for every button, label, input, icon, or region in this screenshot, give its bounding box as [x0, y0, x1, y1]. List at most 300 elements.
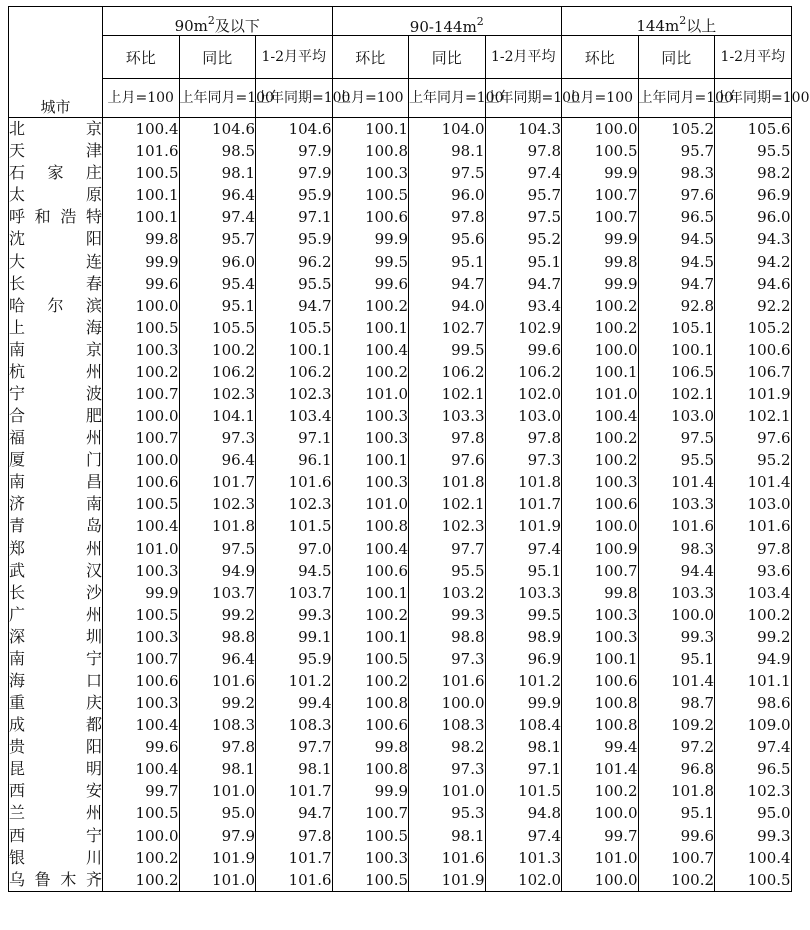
- value-cell: 101.9: [485, 515, 562, 537]
- value-cell: 95.0: [715, 802, 792, 824]
- value-cell: 100.3: [103, 560, 180, 582]
- city-name: 郑州: [9, 538, 102, 558]
- value-cell: 97.4: [485, 162, 562, 184]
- value-cell: 97.8: [485, 140, 562, 162]
- value-cell: 100.0: [103, 405, 180, 427]
- value-cell: 100.1: [332, 582, 409, 604]
- value-cell: 96.2: [256, 250, 333, 272]
- value-cell: 100.3: [103, 692, 180, 714]
- value-cell: 100.3: [332, 162, 409, 184]
- value-cell: 95.2: [485, 228, 562, 250]
- table-row: [9, 184, 792, 206]
- value-cell: 100.5: [103, 162, 180, 184]
- table-row: [9, 847, 792, 869]
- value-cell: 96.4: [179, 449, 256, 471]
- table-row: [9, 405, 792, 427]
- city-cell: [9, 140, 103, 162]
- value-cell: 102.1: [409, 493, 486, 515]
- base-header: 上月=100: [332, 79, 409, 118]
- value-cell: 100.7: [103, 383, 180, 405]
- value-cell: 100.2: [638, 869, 715, 892]
- value-cell: 95.5: [638, 449, 715, 471]
- value-cell: 100.1: [332, 449, 409, 471]
- value-cell: 105.5: [179, 317, 256, 339]
- value-cell: 95.5: [409, 560, 486, 582]
- value-cell: 100.2: [332, 604, 409, 626]
- table-row: [9, 537, 792, 559]
- value-cell: 101.6: [179, 670, 256, 692]
- value-cell: 95.9: [256, 228, 333, 250]
- value-cell: 94.7: [485, 273, 562, 295]
- value-cell: 106.2: [256, 361, 333, 383]
- city-cell: [9, 736, 103, 758]
- value-cell: 100.6: [562, 493, 639, 515]
- value-cell: 94.9: [179, 560, 256, 582]
- value-cell: 96.9: [715, 184, 792, 206]
- city-cell: [9, 537, 103, 559]
- value-cell: 100.3: [332, 847, 409, 869]
- value-cell: 95.5: [715, 140, 792, 162]
- city-name: 深圳: [9, 626, 102, 646]
- value-cell: 102.3: [179, 383, 256, 405]
- value-cell: 102.0: [485, 869, 562, 892]
- value-cell: 100.7: [103, 427, 180, 449]
- value-cell: 100.6: [103, 471, 180, 493]
- table-row: [9, 648, 792, 670]
- value-cell: 101.7: [256, 847, 333, 869]
- value-cell: 97.7: [256, 736, 333, 758]
- value-cell: 94.7: [256, 295, 333, 317]
- value-cell: 98.3: [638, 162, 715, 184]
- value-cell: 99.9: [562, 162, 639, 184]
- value-cell: 100.3: [332, 427, 409, 449]
- value-cell: 103.2: [409, 582, 486, 604]
- value-cell: 96.5: [715, 758, 792, 780]
- group-header-90-144: $90-144m^2$: [332, 7, 562, 36]
- value-cell: 100.2: [332, 295, 409, 317]
- value-cell: 100.6: [332, 206, 409, 228]
- value-cell: 95.1: [638, 648, 715, 670]
- value-cell: 100.5: [715, 869, 792, 892]
- value-cell: 99.6: [332, 273, 409, 295]
- value-cell: 94.4: [638, 560, 715, 582]
- value-cell: 100.8: [562, 714, 639, 736]
- city-cell: [9, 515, 103, 537]
- value-cell: 101.8: [638, 780, 715, 802]
- table-row: [9, 383, 792, 405]
- value-cell: 96.5: [638, 206, 715, 228]
- city-cell: [9, 758, 103, 780]
- table-row: [9, 736, 792, 758]
- city-name: 南京: [9, 339, 102, 359]
- value-cell: 100.1: [103, 184, 180, 206]
- city-name: 贵阳: [9, 737, 102, 757]
- value-cell: 100.1: [562, 361, 639, 383]
- value-cell: 98.1: [179, 758, 256, 780]
- value-cell: 105.2: [638, 118, 715, 141]
- value-cell: 97.3: [179, 427, 256, 449]
- value-cell: 100.5: [332, 184, 409, 206]
- value-cell: 100.3: [103, 626, 180, 648]
- value-cell: 95.4: [179, 273, 256, 295]
- city-name: 成都: [9, 715, 102, 735]
- value-cell: 96.4: [179, 184, 256, 206]
- table-row: [9, 140, 792, 162]
- value-cell: 106.5: [638, 361, 715, 383]
- value-cell: 100.5: [103, 802, 180, 824]
- base-header: 上年同月=100: [638, 79, 715, 118]
- value-cell: 103.3: [409, 405, 486, 427]
- value-cell: 100.8: [332, 692, 409, 714]
- value-cell: 102.1: [409, 383, 486, 405]
- value-cell: 100.8: [332, 140, 409, 162]
- value-cell: 100.2: [562, 295, 639, 317]
- value-cell: 101.6: [409, 847, 486, 869]
- city-name: 宁波: [9, 383, 102, 403]
- value-cell: 104.3: [485, 118, 562, 141]
- metric-header: 1-2月平均: [715, 36, 792, 79]
- base-header: 上年同期=100: [485, 79, 562, 118]
- value-cell: 95.1: [485, 250, 562, 272]
- value-cell: 100.7: [332, 802, 409, 824]
- value-cell: 101.4: [562, 758, 639, 780]
- city-name: 合肥: [9, 406, 102, 426]
- value-cell: 100.7: [638, 847, 715, 869]
- value-cell: 100.5: [103, 493, 180, 515]
- city-cell: [9, 825, 103, 847]
- value-cell: 101.6: [256, 869, 333, 892]
- city-name: 石家庄: [9, 163, 102, 183]
- city-name: 重庆: [9, 693, 102, 713]
- city-name: 呼和浩特: [9, 207, 102, 227]
- value-cell: 101.4: [638, 471, 715, 493]
- city-name: 兰州: [9, 803, 102, 823]
- table-row: [9, 250, 792, 272]
- value-cell: 99.8: [332, 736, 409, 758]
- city-cell: [9, 560, 103, 582]
- value-cell: 102.3: [409, 515, 486, 537]
- value-cell: 106.2: [485, 361, 562, 383]
- value-cell: 100.2: [103, 869, 180, 892]
- value-cell: 100.5: [332, 869, 409, 892]
- value-cell: 97.5: [638, 427, 715, 449]
- value-cell: 100.3: [562, 604, 639, 626]
- city-cell: [9, 604, 103, 626]
- table-row: [9, 339, 792, 361]
- city-name: 沈阳: [9, 229, 102, 249]
- value-cell: 94.5: [256, 560, 333, 582]
- value-cell: 103.0: [485, 405, 562, 427]
- table-row: [9, 692, 792, 714]
- city-name: 南昌: [9, 472, 102, 492]
- value-cell: 108.4: [485, 714, 562, 736]
- city-cell: [9, 869, 103, 892]
- value-cell: 100.3: [332, 471, 409, 493]
- table-row: [9, 317, 792, 339]
- value-cell: 94.8: [485, 802, 562, 824]
- value-cell: 94.3: [715, 228, 792, 250]
- value-cell: 100.0: [562, 118, 639, 141]
- value-cell: 100.5: [103, 604, 180, 626]
- value-cell: 104.6: [179, 118, 256, 141]
- value-cell: 99.6: [638, 825, 715, 847]
- value-cell: 104.6: [256, 118, 333, 141]
- value-cell: 94.7: [256, 802, 333, 824]
- value-cell: 108.3: [179, 714, 256, 736]
- city-name: 南宁: [9, 648, 102, 668]
- value-cell: 97.4: [179, 206, 256, 228]
- value-cell: 94.5: [638, 228, 715, 250]
- value-cell: 104.1: [179, 405, 256, 427]
- value-cell: 101.9: [179, 847, 256, 869]
- value-cell: 101.5: [256, 515, 333, 537]
- table-row: [9, 228, 792, 250]
- value-cell: 100.2: [103, 847, 180, 869]
- value-cell: 95.6: [409, 228, 486, 250]
- city-cell: [9, 295, 103, 317]
- value-cell: 95.9: [256, 184, 333, 206]
- value-cell: 97.8: [409, 206, 486, 228]
- city-cell: [9, 471, 103, 493]
- value-cell: 100.2: [562, 427, 639, 449]
- value-cell: 102.3: [715, 780, 792, 802]
- city-name: 哈尔滨: [9, 295, 102, 315]
- table-row: [9, 273, 792, 295]
- value-cell: 97.1: [256, 427, 333, 449]
- value-cell: 99.4: [256, 692, 333, 714]
- value-cell: 98.6: [715, 692, 792, 714]
- base-header: 上年同月=100: [409, 79, 486, 118]
- value-cell: 99.8: [562, 250, 639, 272]
- metric-header: 环比: [562, 36, 639, 79]
- city-cell: [9, 648, 103, 670]
- value-cell: 99.6: [103, 273, 180, 295]
- table-row: [9, 560, 792, 582]
- table-row: [9, 471, 792, 493]
- city-name: 乌鲁木齐: [9, 869, 102, 889]
- value-cell: 103.7: [256, 582, 333, 604]
- value-cell: 100.0: [638, 604, 715, 626]
- table-row: [9, 780, 792, 802]
- city-cell: [9, 405, 103, 427]
- value-cell: 100.9: [562, 537, 639, 559]
- city-name: 大连: [9, 251, 102, 271]
- value-cell: 101.0: [103, 537, 180, 559]
- value-cell: 94.2: [715, 250, 792, 272]
- table-row: [9, 869, 792, 892]
- value-cell: 98.1: [485, 736, 562, 758]
- city-name: 厦门: [9, 450, 102, 470]
- value-cell: 97.0: [256, 537, 333, 559]
- value-cell: 95.7: [638, 140, 715, 162]
- value-cell: 99.9: [562, 273, 639, 295]
- value-cell: 96.8: [638, 758, 715, 780]
- value-cell: 98.2: [715, 162, 792, 184]
- city-name: 上海: [9, 317, 102, 337]
- value-cell: 99.9: [103, 582, 180, 604]
- value-cell: 101.0: [562, 847, 639, 869]
- value-cell: 99.5: [485, 604, 562, 626]
- value-cell: 103.7: [179, 582, 256, 604]
- value-cell: 95.1: [179, 295, 256, 317]
- value-cell: 95.9: [256, 648, 333, 670]
- value-cell: 102.3: [179, 493, 256, 515]
- value-cell: 97.7: [409, 537, 486, 559]
- value-cell: 95.1: [485, 560, 562, 582]
- table-row: [9, 604, 792, 626]
- city-name: 昆明: [9, 759, 102, 779]
- value-cell: 101.3: [485, 847, 562, 869]
- table-row: [9, 449, 792, 471]
- value-cell: 98.5: [179, 140, 256, 162]
- group-header-under-90: $90m^2$及以下: [103, 7, 333, 36]
- value-cell: 105.6: [715, 118, 792, 141]
- value-cell: 100.1: [562, 648, 639, 670]
- value-cell: 109.2: [638, 714, 715, 736]
- value-cell: 99.6: [485, 339, 562, 361]
- value-cell: 94.5: [638, 250, 715, 272]
- city-cell: [9, 626, 103, 648]
- value-cell: 97.9: [179, 825, 256, 847]
- value-cell: 101.6: [715, 515, 792, 537]
- value-cell: 108.3: [409, 714, 486, 736]
- city-cell: [9, 449, 103, 471]
- value-cell: 101.8: [179, 515, 256, 537]
- value-cell: 101.5: [485, 780, 562, 802]
- value-cell: 100.4: [332, 339, 409, 361]
- value-cell: 100.2: [103, 361, 180, 383]
- city-name: 天津: [9, 141, 102, 161]
- value-cell: 101.6: [409, 670, 486, 692]
- value-cell: 100.1: [332, 317, 409, 339]
- value-cell: 94.6: [715, 273, 792, 295]
- value-cell: 99.2: [715, 626, 792, 648]
- value-cell: 100.0: [103, 825, 180, 847]
- value-cell: 98.1: [409, 140, 486, 162]
- city-name: 长沙: [9, 582, 102, 602]
- value-cell: 100.2: [179, 339, 256, 361]
- value-cell: 99.9: [332, 228, 409, 250]
- value-cell: 102.9: [485, 317, 562, 339]
- table-row: [9, 515, 792, 537]
- value-cell: 101.0: [179, 780, 256, 802]
- value-cell: 92.2: [715, 295, 792, 317]
- value-cell: 100.3: [562, 626, 639, 648]
- value-cell: 96.1: [256, 449, 333, 471]
- value-cell: 97.6: [715, 427, 792, 449]
- value-cell: 97.8: [179, 736, 256, 758]
- value-cell: 102.3: [256, 383, 333, 405]
- value-cell: 96.0: [179, 250, 256, 272]
- value-cell: 98.1: [256, 758, 333, 780]
- value-cell: 97.3: [409, 648, 486, 670]
- value-cell: 96.4: [179, 648, 256, 670]
- metric-header: 同比: [409, 36, 486, 79]
- value-cell: 94.7: [638, 273, 715, 295]
- value-cell: 100.0: [562, 869, 639, 892]
- metric-header: 同比: [179, 36, 256, 79]
- price-index-table: [8, 6, 810, 892]
- table-row: [9, 582, 792, 604]
- value-cell: 98.1: [409, 825, 486, 847]
- city-cell: [9, 692, 103, 714]
- base-header: 上月=100: [562, 79, 639, 118]
- value-cell: 101.0: [332, 383, 409, 405]
- value-cell: 101.0: [562, 383, 639, 405]
- value-cell: 93.6: [715, 560, 792, 582]
- value-cell: 100.2: [332, 361, 409, 383]
- value-cell: 100.4: [103, 714, 180, 736]
- value-cell: 100.7: [103, 648, 180, 670]
- value-cell: 97.1: [485, 758, 562, 780]
- value-cell: 103.3: [638, 582, 715, 604]
- value-cell: 102.1: [715, 405, 792, 427]
- city-name: 北京: [9, 119, 102, 139]
- value-cell: 109.0: [715, 714, 792, 736]
- metric-header: 1-2月平均: [485, 36, 562, 79]
- value-cell: 100.6: [562, 670, 639, 692]
- value-cell: 94.9: [715, 648, 792, 670]
- value-cell: 101.6: [256, 471, 333, 493]
- city-cell: [9, 361, 103, 383]
- value-cell: 101.0: [332, 493, 409, 515]
- city-name: 济南: [9, 494, 102, 514]
- city-name: 广州: [9, 604, 102, 624]
- value-cell: 97.6: [409, 449, 486, 471]
- table-row: [9, 361, 792, 383]
- value-cell: 93.4: [485, 295, 562, 317]
- metric-header: 环比: [332, 36, 409, 79]
- metric-header: 环比: [103, 36, 180, 79]
- value-cell: 103.3: [638, 493, 715, 515]
- value-cell: 99.5: [409, 339, 486, 361]
- value-cell: 98.1: [179, 162, 256, 184]
- value-cell: 100.0: [409, 692, 486, 714]
- table-header: [9, 7, 810, 118]
- table-row: [9, 758, 792, 780]
- value-cell: 100.1: [332, 626, 409, 648]
- value-cell: 99.8: [562, 582, 639, 604]
- value-cell: 101.2: [256, 670, 333, 692]
- value-cell: 100.6: [332, 560, 409, 582]
- value-cell: 98.9: [485, 626, 562, 648]
- group-header-over-144: $144m^2$以上: [562, 7, 792, 36]
- value-cell: 96.0: [715, 206, 792, 228]
- table-row: [9, 670, 792, 692]
- value-cell: 100.5: [332, 648, 409, 670]
- value-cell: 100.8: [562, 692, 639, 714]
- value-cell: 99.3: [256, 604, 333, 626]
- value-cell: 97.3: [485, 449, 562, 471]
- value-cell: 100.0: [103, 449, 180, 471]
- value-cell: 100.4: [103, 515, 180, 537]
- value-cell: 100.4: [562, 405, 639, 427]
- city-cell: [9, 714, 103, 736]
- value-cell: 103.4: [715, 582, 792, 604]
- value-cell: 105.5: [256, 317, 333, 339]
- value-cell: 97.3: [409, 758, 486, 780]
- value-cell: 100.3: [332, 405, 409, 427]
- value-cell: 102.1: [638, 383, 715, 405]
- city-name: 海口: [9, 670, 102, 690]
- city-name: 武汉: [9, 560, 102, 580]
- city-cell: [9, 184, 103, 206]
- metric-header: 同比: [638, 36, 715, 79]
- value-cell: 94.0: [409, 295, 486, 317]
- city-cell: [9, 162, 103, 184]
- value-cell: 99.9: [103, 250, 180, 272]
- base-header: 上年同月=100: [179, 79, 256, 118]
